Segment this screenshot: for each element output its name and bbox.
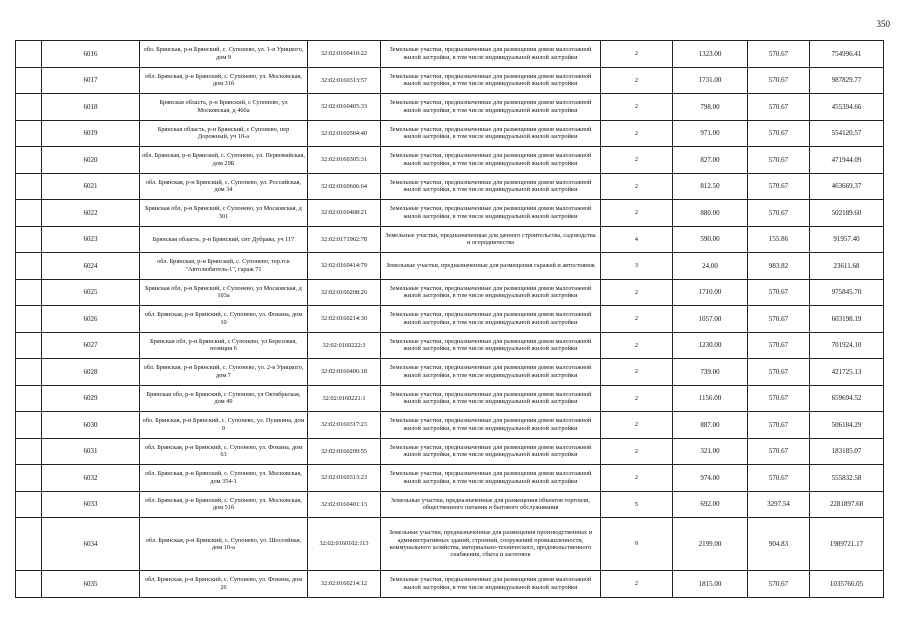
use-group-cell: 2 [601, 332, 673, 359]
area-cell: 590.00 [673, 226, 748, 253]
use-group-cell: 2 [601, 147, 673, 174]
cadastral-number-cell: 32:02:0160313:23 [308, 465, 381, 492]
unit-value-cell: 570.67 [748, 438, 810, 465]
area-cell: 971.00 [673, 120, 748, 147]
cadastral-number-cell: 32:02:0160209:55 [308, 438, 381, 465]
area-cell: 1815.00 [673, 571, 748, 598]
area-cell: 798.00 [673, 94, 748, 121]
unit-value-cell: 570.67 [748, 279, 810, 306]
row-spacer-cell [16, 385, 42, 412]
cadastral-value-table [15, 40, 884, 598]
table-row [16, 253, 884, 280]
address-cell: обл. Брянская, р-н Брянский, с. Супонево, ул. Шоссейная, дом 10-а [140, 518, 308, 571]
area-cell: 692.00 [673, 491, 748, 518]
area-cell: 880.00 [673, 200, 748, 227]
use-group-cell: 2 [601, 385, 673, 412]
cadastral-value-cell: 183185.07 [810, 438, 884, 465]
table-row [16, 491, 884, 518]
cadastral-number-cell: 32:02:0160405:33 [308, 94, 381, 121]
area-cell: 974.00 [673, 465, 748, 492]
address-cell: Брянская область, р-н Брянский, с Супонево, ул Московская, д 460а [140, 94, 308, 121]
cadastral-value-cell: 555832.58 [810, 465, 884, 492]
unit-value-cell: 570.67 [748, 465, 810, 492]
cadastral-number-cell: 32:02:0171902:78 [308, 226, 381, 253]
area-cell: 24.00 [673, 253, 748, 280]
land-use-cell: Земельные участки, предназначенные для размещения объектов торговли, общественного питания и бытового обслуживания [381, 491, 601, 518]
land-use-cell: Земельные участки, предназначенные для размещения домов малоэтажной жилой застройки, в том числе индивидуальной жилой застройки [381, 306, 601, 333]
unit-value-cell: 3297.54 [748, 491, 810, 518]
address-cell: обл. Брянская, р-н Брянский, с. Супонево, ул. Фокина, дом 26 [140, 571, 308, 598]
unit-value-cell: 570.67 [748, 67, 810, 94]
row-spacer-cell [16, 491, 42, 518]
table-row [16, 438, 884, 465]
cadastral-value-cell: 701924.10 [810, 332, 884, 359]
use-group-cell: 3 [601, 253, 673, 280]
area-cell: 812.50 [673, 173, 748, 200]
cadastral-value-cell: 471944.09 [810, 147, 884, 174]
cadastral-value-cell: 987829.77 [810, 67, 884, 94]
address-cell: Брянская обл, р-н Брянский, с Супонево, ул Октябрьская, дом 49 [140, 385, 308, 412]
land-use-cell: Земельные участки, предназначенные для размещения домов малоэтажной жилой застройки, в том числе индивидуальной жилой застройки [381, 438, 601, 465]
address-cell: обл. Брянская, р-н Брянский, с. Супонево, ул. Московская, дом 31б [140, 67, 308, 94]
use-group-cell: 2 [601, 67, 673, 94]
row-number-cell: 6018 [42, 94, 140, 121]
cadastral-number-cell: 32:02:0160313:57 [308, 67, 381, 94]
address-cell: обл. Брянская, р-н Брянский, с. Супонево, ул. Пушкина, дом 9 [140, 412, 308, 439]
cadastral-value-cell: 502189.60 [810, 200, 884, 227]
row-spacer-cell [16, 412, 42, 439]
address-cell: обл. Брянская, р-н Брянский, с. Супонево, ул. Российская, дом 34 [140, 173, 308, 200]
cadastral-value-cell: 1035766.05 [810, 571, 884, 598]
address-cell: Брянская область, р-н Брянский, с Супонево, пер Дорожный, уч 10-а [140, 120, 308, 147]
address-cell: обл. Брянская, р-н Брянский, с. Супонево, тер.гск "Автолюбитель-1", гараж 71 [140, 253, 308, 280]
land-use-cell: Земельные участки, предназначенные для размещения домов малоэтажной жилой застройки, в том числе индивидуальной жилой застройки [381, 279, 601, 306]
cadastral-value-cell: 1989721.17 [810, 518, 884, 571]
land-use-cell: Земельные участки, предназначенные для размещения домов малоэтажной жилой застройки, в том числе индивидуальной жилой застройки [381, 67, 601, 94]
address-cell: Брянская обл, р-н Брянский, с Супонево, ул Московская, д 103а [140, 279, 308, 306]
table-row [16, 41, 884, 68]
land-use-cell: Земельные участки, предназначенные для размещения домов малоэтажной жилой застройки, в том числе индивидуальной жилой застройки [381, 147, 601, 174]
cadastral-number-cell: 32:02:0160208:26 [308, 279, 381, 306]
row-spacer-cell [16, 200, 42, 227]
table-row [16, 385, 884, 412]
table-row [16, 200, 884, 227]
use-group-cell: 4 [601, 226, 673, 253]
table-row [16, 279, 884, 306]
row-number-cell: 6029 [42, 385, 140, 412]
use-group-cell: 2 [601, 359, 673, 386]
row-number-cell: 6026 [42, 306, 140, 333]
cadastral-value-cell: 91957.40 [810, 226, 884, 253]
table-row [16, 518, 884, 571]
cadastral-number-cell: 32:02:0160408:21 [308, 200, 381, 227]
unit-value-cell: 155.86 [748, 226, 810, 253]
row-number-cell: 6025 [42, 279, 140, 306]
cadastral-value-cell: 23611.68 [810, 253, 884, 280]
unit-value-cell: 570.67 [748, 385, 810, 412]
land-use-cell: Земельные участки, предназначенные для размещения домов малоэтажной жилой застройки, в том числе индивидуальной жилой застройки [381, 173, 601, 200]
cadastral-number-cell: 32:02:0160410:22 [308, 41, 381, 68]
table-row [16, 94, 884, 121]
cadastral-number-cell: 32:02:0160401:13 [308, 491, 381, 518]
unit-value-cell: 570.67 [748, 412, 810, 439]
table-row [16, 465, 884, 492]
row-spacer-cell [16, 359, 42, 386]
table-row [16, 67, 884, 94]
cadastral-value-cell: 975845.70 [810, 279, 884, 306]
unit-value-cell: 570.67 [748, 306, 810, 333]
table-row [16, 147, 884, 174]
land-use-cell: Земельные участки, предназначенные для размещения домов малоэтажной жилой застройки, в том числе индивидуальной жилой застройки [381, 385, 601, 412]
row-spacer-cell [16, 226, 42, 253]
use-group-cell: 2 [601, 200, 673, 227]
row-spacer-cell [16, 571, 42, 598]
land-use-cell: Земельные участки, предназначенные для размещения домов малоэтажной жилой застройки, в том числе индивидуальной жилой застройки [381, 571, 601, 598]
unit-value-cell: 904.83 [748, 518, 810, 571]
unit-value-cell: 570.67 [748, 173, 810, 200]
land-use-cell: Земельные участки, предназначенные для размещения домов малоэтажной жилой застройки, в том числе индивидуальной жилой застройки [381, 359, 601, 386]
address-cell: обл. Брянская, р-н Брянский, с. Супонево, ул. Фокина, дом 63 [140, 438, 308, 465]
address-cell: Брянская обл, р-н Брянский, с Супонево, ул Березовая, позиция 6 [140, 332, 308, 359]
unit-value-cell: 570.67 [748, 147, 810, 174]
row-spacer-cell [16, 173, 42, 200]
row-number-cell: 6016 [42, 41, 140, 68]
unit-value-cell: 570.67 [748, 359, 810, 386]
row-number-cell: 6022 [42, 200, 140, 227]
area-cell: 321.00 [673, 438, 748, 465]
cadastral-number-cell: 32:02:0160222:3 [308, 332, 381, 359]
table-row [16, 306, 884, 333]
unit-value-cell: 570.67 [748, 200, 810, 227]
table-row [16, 571, 884, 598]
use-group-cell: 2 [601, 94, 673, 121]
use-group-cell: 2 [601, 41, 673, 68]
cadastral-value-cell: 455394.66 [810, 94, 884, 121]
row-number-cell: 6034 [42, 518, 140, 571]
row-spacer-cell [16, 332, 42, 359]
area-cell: 739.00 [673, 359, 748, 386]
unit-value-cell: 570.67 [748, 571, 810, 598]
row-number-cell: 6028 [42, 359, 140, 386]
land-use-cell: Земельные участки, предназначенные для размещения домов малоэтажной жилой застройки, в том числе индивидуальной жилой застройки [381, 41, 601, 68]
use-group-cell: 2 [601, 465, 673, 492]
land-use-cell: Земельные участки, предназначенные для размещения производственных и административных зданий, строений, сооружений промышленности, коммунального хозяйства, материально-технического, продовольственного снабжения, сбыта и заготовок [381, 518, 601, 571]
page-number: 350 [876, 19, 890, 29]
area-cell: 887.00 [673, 412, 748, 439]
row-number-cell: 6017 [42, 67, 140, 94]
row-spacer-cell [16, 518, 42, 571]
use-group-cell: 2 [601, 571, 673, 598]
table-row [16, 120, 884, 147]
cadastral-number-cell: 32:02:0160317:23 [308, 412, 381, 439]
unit-value-cell: 570.67 [748, 120, 810, 147]
land-use-cell: Земельные участки, предназначенные для размещения гаражей и автостоянок [381, 253, 601, 280]
row-number-cell: 6019 [42, 120, 140, 147]
row-spacer-cell [16, 94, 42, 121]
row-number-cell: 6024 [42, 253, 140, 280]
row-number-cell: 6020 [42, 147, 140, 174]
use-group-cell: 2 [601, 279, 673, 306]
land-use-cell: Земельные участки, предназначенные для дачного строительства, садоводства и огородничества [381, 226, 601, 253]
table-row [16, 226, 884, 253]
land-use-cell: Земельные участки, предназначенные для размещения домов малоэтажной жилой застройки, в том числе индивидуальной жилой застройки [381, 412, 601, 439]
area-cell: 1323.00 [673, 41, 748, 68]
row-spacer-cell [16, 120, 42, 147]
land-use-cell: Земельные участки, предназначенные для размещения домов малоэтажной жилой застройки, в том числе индивидуальной жилой застройки [381, 200, 601, 227]
table-body [16, 41, 884, 598]
row-spacer-cell [16, 67, 42, 94]
cadastral-number-cell: 32:02:0160214:30 [308, 306, 381, 333]
address-cell: обл. Брянская, р-н Брянский, с. Супонево, ул. Первомайская, дом 29Б [140, 147, 308, 174]
area-cell: 827.00 [673, 147, 748, 174]
row-spacer-cell [16, 253, 42, 280]
row-spacer-cell [16, 41, 42, 68]
cadastral-number-cell: 32:02:0160606:64 [308, 173, 381, 200]
use-group-cell: 2 [601, 306, 673, 333]
row-number-cell: 6027 [42, 332, 140, 359]
area-cell: 1710.00 [673, 279, 748, 306]
unit-value-cell: 983.82 [748, 253, 810, 280]
row-number-cell: 6023 [42, 226, 140, 253]
area-cell: 1731.00 [673, 67, 748, 94]
row-number-cell: 6021 [42, 173, 140, 200]
cadastral-number-cell: 32:02:0160305:31 [308, 147, 381, 174]
land-use-cell: Земельные участки, предназначенные для размещения домов малоэтажной жилой застройки, в том числе индивидуальной жилой застройки [381, 120, 601, 147]
cadastral-number-cell: 32:02:0160504:40 [308, 120, 381, 147]
cadastral-value-cell: 421725.13 [810, 359, 884, 386]
table-row [16, 173, 884, 200]
cadastral-value-cell: 554120.57 [810, 120, 884, 147]
cadastral-value-cell: 2281897.68 [810, 491, 884, 518]
area-cell: 1156.00 [673, 385, 748, 412]
row-number-cell: 6033 [42, 491, 140, 518]
use-group-cell: 2 [601, 412, 673, 439]
row-spacer-cell [16, 438, 42, 465]
address-cell: Брянская область, р-н Брянский, снт Дубрава, уч 117 [140, 226, 308, 253]
cadastral-number-cell: 32:02:0160221:1 [308, 385, 381, 412]
address-cell: обл. Брянская, р-н Брянский, с. Супонево, ул. Фокина, дом 10 [140, 306, 308, 333]
area-cell: 2199.00 [673, 518, 748, 571]
use-group-cell: 2 [601, 120, 673, 147]
row-number-cell: 6035 [42, 571, 140, 598]
table-row [16, 412, 884, 439]
cadastral-number-cell: 32:02:0160102:113 [308, 518, 381, 571]
row-number-cell: 6032 [42, 465, 140, 492]
row-spacer-cell [16, 465, 42, 492]
cadastral-value-cell: 754996.41 [810, 41, 884, 68]
use-group-cell: 2 [601, 438, 673, 465]
land-use-cell: Земельные участки, предназначенные для размещения домов малоэтажной жилой застройки, в том числе индивидуальной жилой застройки [381, 465, 601, 492]
unit-value-cell: 570.67 [748, 41, 810, 68]
cadastral-value-cell: 463669.37 [810, 173, 884, 200]
cadastral-value-cell: 659694.52 [810, 385, 884, 412]
use-group-cell: 9 [601, 518, 673, 571]
address-cell: обл. Брянская, р-н Брянский, с. Супонево, ул. Московская, дом 354-1 [140, 465, 308, 492]
table-row [16, 359, 884, 386]
row-number-cell: 6031 [42, 438, 140, 465]
cadastral-value-cell: 603198.19 [810, 306, 884, 333]
unit-value-cell: 570.67 [748, 332, 810, 359]
row-spacer-cell [16, 306, 42, 333]
cadastral-number-cell: 32:02:0160214:12 [308, 571, 381, 598]
cadastral-number-cell: 32:02:0160414:79 [308, 253, 381, 280]
address-cell: Брянская обл, р-н Брянский, с Супонево, ул Московская, д 301 [140, 200, 308, 227]
unit-value-cell: 570.67 [748, 94, 810, 121]
area-cell: 1230.00 [673, 332, 748, 359]
land-use-cell: Земельные участки, предназначенные для размещения домов малоэтажной жилой застройки, в том числе индивидуальной жилой застройки [381, 94, 601, 121]
area-cell: 1057.00 [673, 306, 748, 333]
row-spacer-cell [16, 279, 42, 306]
use-group-cell: 2 [601, 173, 673, 200]
address-cell: обл. Брянская, р-н Брянский, с. Супонево, ул. 1-я Урицкого, дом 9 [140, 41, 308, 68]
cadastral-number-cell: 32:02:0160406:18 [308, 359, 381, 386]
address-cell: обл. Брянская, р-н Брянский, с. Супонево, ул. Московская, дом 51б [140, 491, 308, 518]
address-cell: обл. Брянская, р-н Брянский, с. Супонево, ул. 2-я Урицкого, дом 7 [140, 359, 308, 386]
row-spacer-cell [16, 147, 42, 174]
land-use-cell: Земельные участки, предназначенные для размещения домов малоэтажной жилой застройки, в том числе индивидуальной жилой застройки [381, 332, 601, 359]
table-row [16, 332, 884, 359]
cadastral-value-cell: 506184.29 [810, 412, 884, 439]
row-number-cell: 6030 [42, 412, 140, 439]
use-group-cell: 5 [601, 491, 673, 518]
